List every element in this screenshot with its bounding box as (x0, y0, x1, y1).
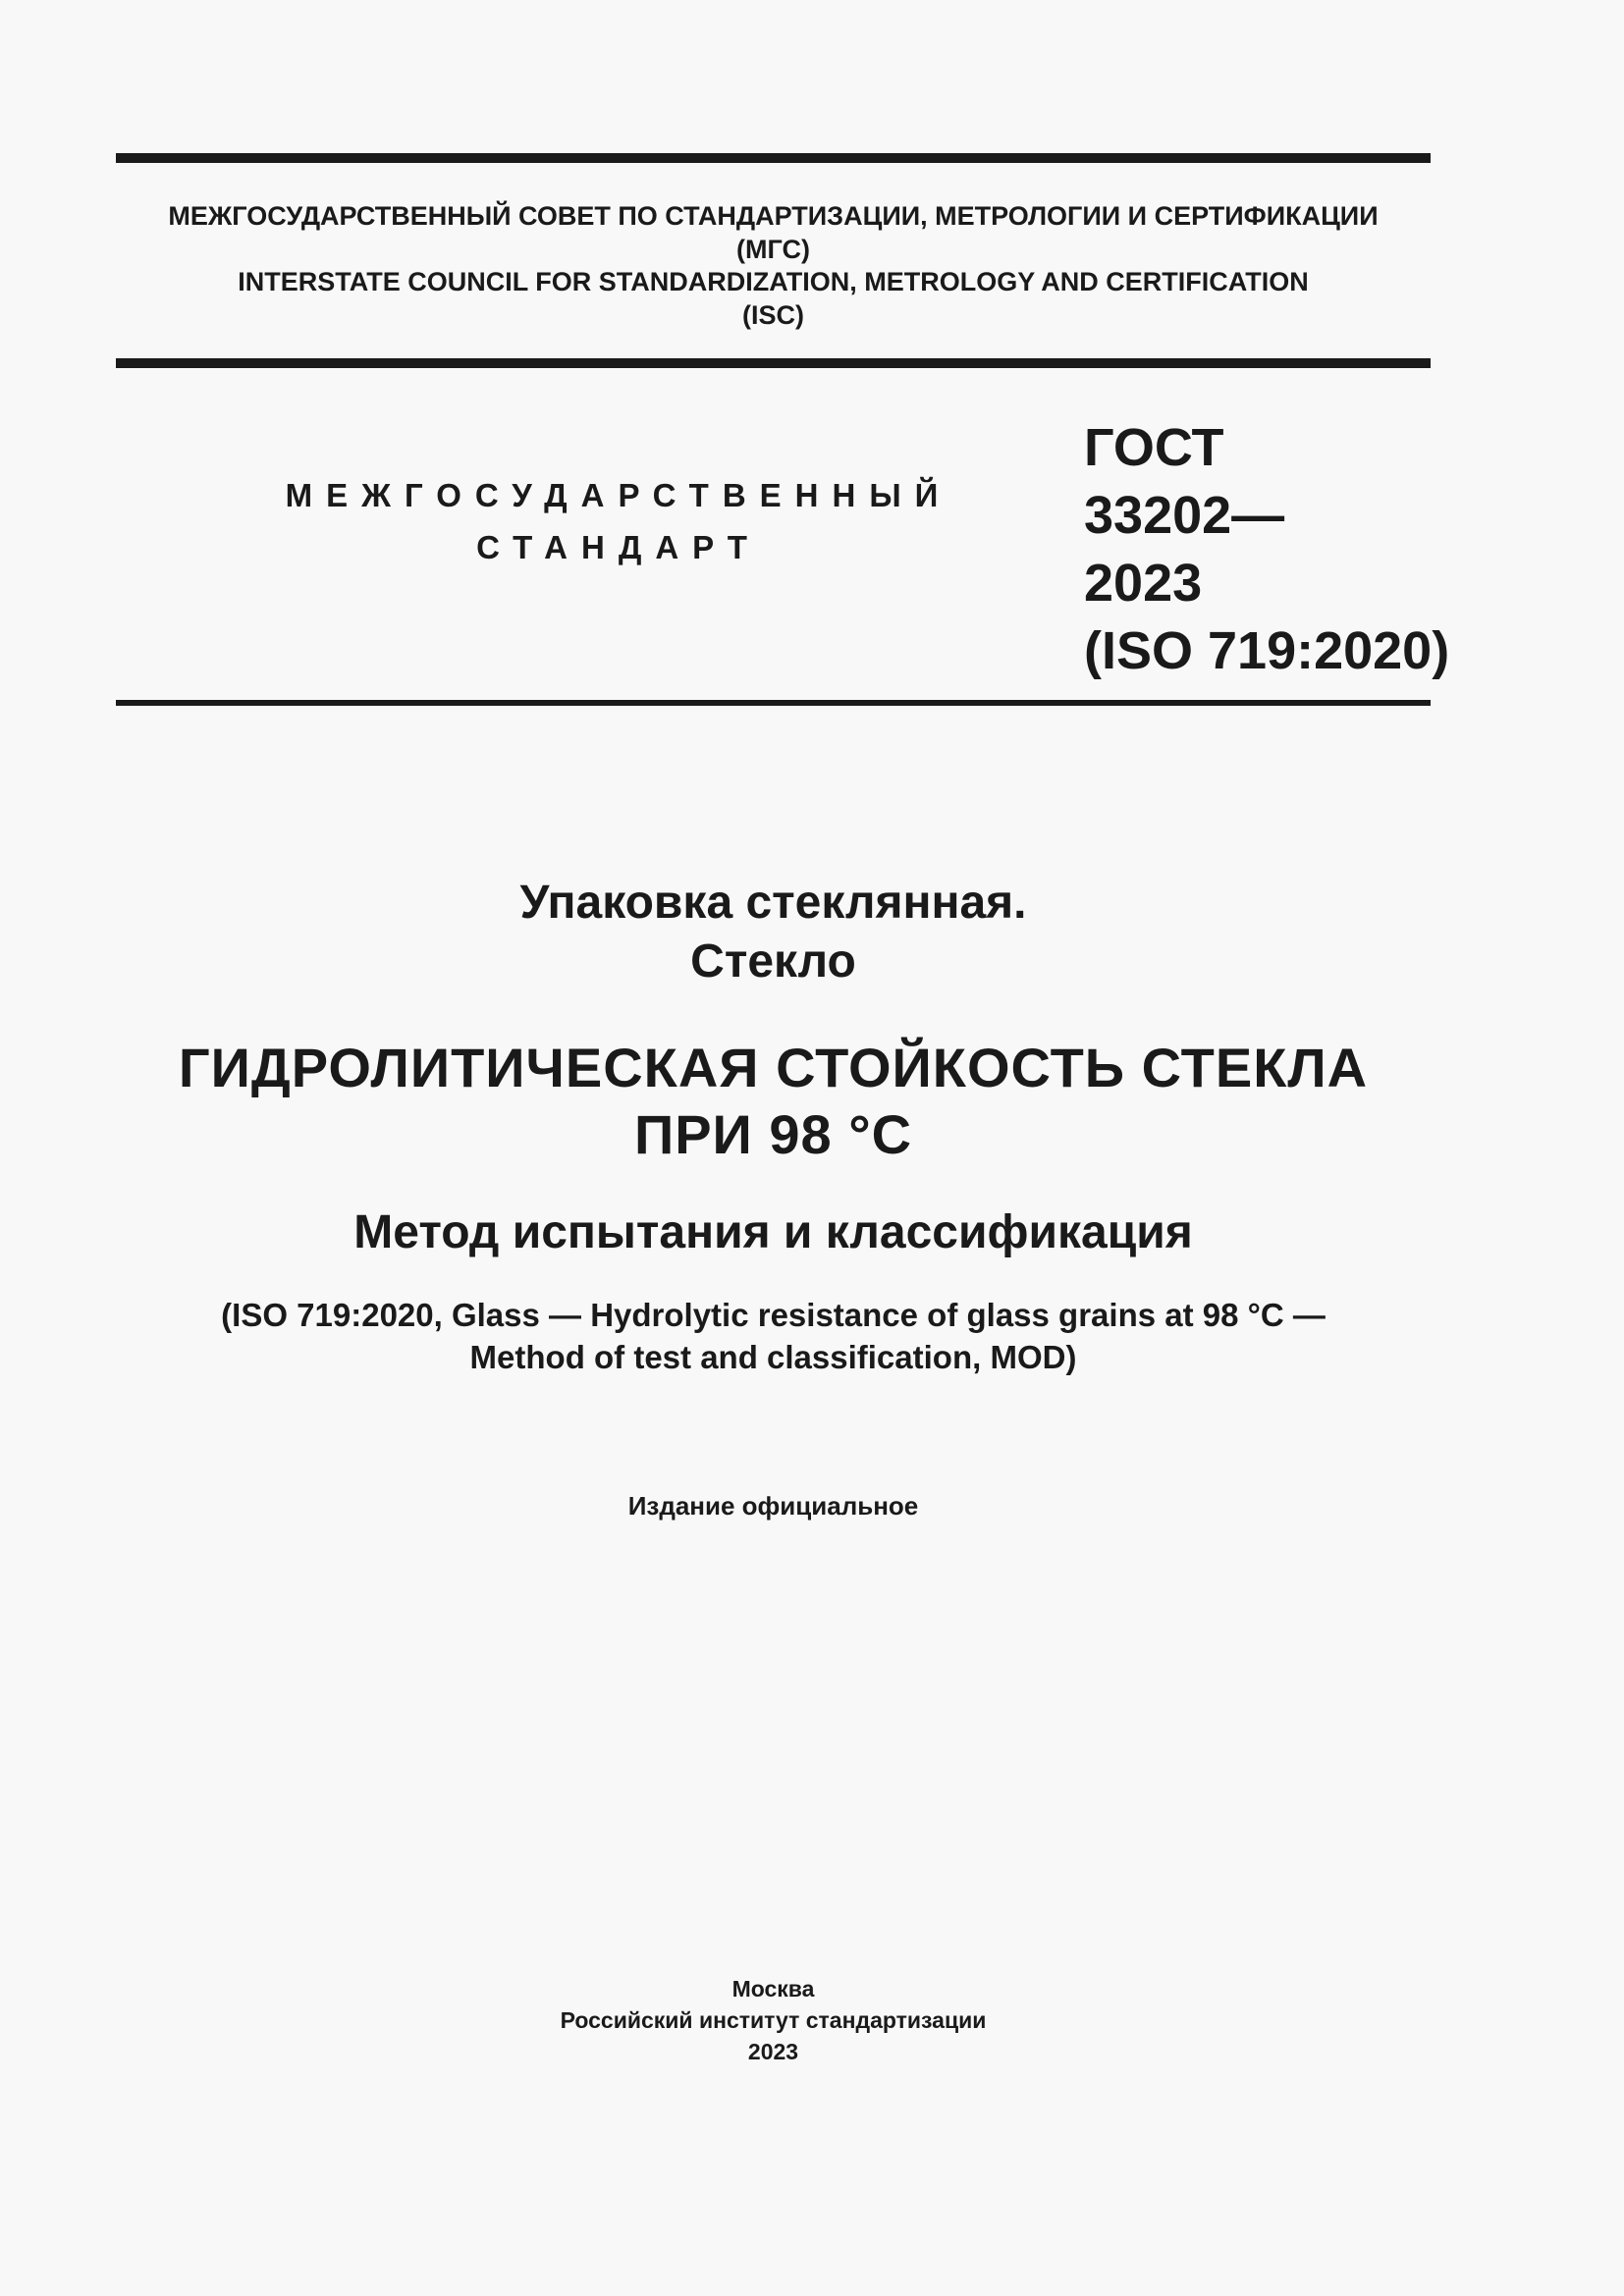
title-group-line1: Упаковка стеклянная. (519, 877, 1027, 929)
standard-type-line1: МЕЖГОСУДАРСТВЕННЫЙ (285, 477, 952, 513)
edition-note: Издание официальное (627, 1491, 919, 1521)
publisher-institute: Российский институт стандартизации (560, 2007, 987, 2033)
publisher-block (116, 1973, 1431, 2067)
publisher-city: Москва (731, 1976, 815, 2002)
publisher-year: 2023 (747, 2039, 799, 2064)
standard-type (226, 469, 1011, 573)
council-abbr-ru: (МГС) (736, 234, 810, 264)
title-group (116, 874, 1431, 991)
main-title (116, 1035, 1431, 1168)
standard-designation (1084, 414, 1449, 685)
iso-reference (116, 1294, 1431, 1378)
iso-reference-line1: (ISO 719:2020, Glass — Hydrolytic resistance of glass grains at 98 °C — (221, 1297, 1326, 1333)
title-group-line2: Стекло (690, 935, 856, 988)
designation-iso: (ISO 719:2020) (1084, 621, 1450, 680)
council-name-ru: МЕЖГОСУДАРСТВЕННЫЙ СОВЕТ ПО СТАНДАРТИЗАЦИИ, МЕТРОЛОГИИ И СЕРТИФИКАЦИИ (168, 201, 1379, 231)
top-rule (116, 153, 1431, 163)
council-abbr-en: (ISC) (742, 299, 804, 330)
council-header (116, 200, 1431, 332)
standard-type-line2: СТАНДАРТ (476, 529, 761, 565)
designation-year: 2023 (1084, 554, 1203, 613)
iso-reference-line2: Method of test and classification, MOD) (469, 1339, 1077, 1375)
lower-rule (116, 700, 1431, 706)
council-name-en: INTERSTATE COUNCIL FOR STANDARDIZATION, METROLOGY AND CERTIFICATION (238, 267, 1309, 296)
main-title-line1: ГИДРОЛИТИЧЕСКАЯ СТОЙКОСТЬ СТЕКЛА (178, 1037, 1369, 1098)
main-title-line2: ПРИ 98 °С (633, 1103, 913, 1165)
designation-number: 33202— (1084, 486, 1285, 545)
designation-gost: ГОСТ (1084, 418, 1224, 477)
subtitle-method: Метод испытания и классификация (353, 1206, 1193, 1258)
middle-rule (116, 358, 1431, 368)
